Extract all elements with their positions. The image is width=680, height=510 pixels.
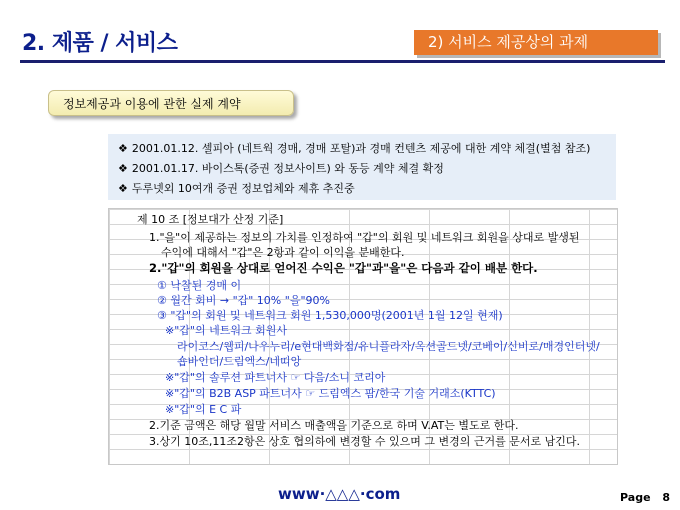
section-tag: 2) 서비스 제공상의 과제 xyxy=(414,30,658,55)
diamond-bullet-icon: ❖ xyxy=(118,142,128,155)
clause-1-line-2: 수익에 대해서 "갑"은 2항과 같이 이익을 분배한다. xyxy=(161,246,405,259)
item-1: ① 낙찰된 경매 이 xyxy=(157,279,242,292)
ec-partners: ※"갑"의 E C 파 xyxy=(165,403,242,416)
clause-1-line-1: 1."을"이 제공하는 정보의 가치를 인정하여 "갑"의 회원 및 네트워크 회원을 상대로 발생된 xyxy=(149,231,580,244)
solution-partners: ※"갑"의 솔루션 파트너사 ☞ 다음/소니 코리아 xyxy=(165,371,386,384)
clause-2: 2."갑"의 회원을 상대로 얻어진 수익은 "갑"과"을"은 다음과 같이 배분 한다. xyxy=(149,261,538,275)
notes-panel xyxy=(108,134,616,200)
note-item xyxy=(118,140,590,156)
page-indicator xyxy=(620,491,670,504)
network-members-line-1: 라이코스/웹피/나우누리/e현대백화점/유니플라자/옥션골드넷/코베이/신비로/매경인터넷/ xyxy=(177,340,600,353)
clause-3: 3.상기 10조,11조2항은 상호 협의하에 변경할 수 있으며 그 변경의 근거를 문서로 남긴다. xyxy=(149,435,580,448)
note-text: 2001.01.17. 바이스톡(증권 정보사이트) 와 동등 계약 체결 확정 xyxy=(131,162,444,175)
page-title: 2. 제품 / 서비스 xyxy=(22,31,178,56)
item-2: ② 월간 회비 → "갑" 10% "을"90% xyxy=(157,294,330,307)
page-number: 8 xyxy=(662,491,671,504)
page-label: Page xyxy=(620,491,651,504)
contract-heading: 제 10 조 [정보대가 산정 기준] xyxy=(137,213,284,226)
item-3: ③ "갑"의 회원 및 네트워크 회원 1,530,000명(2001년 1월 12일 현재) xyxy=(157,309,503,322)
network-members-heading: ※"갑"의 네트워크 회원사 xyxy=(165,324,287,337)
footer-url: www·△△△·com xyxy=(278,485,401,503)
b2b-asp-partners: ※"갑"의 B2B ASP 파트너사 ☞ 드림엑스 팜/한국 기술 거래소(KTTC) xyxy=(165,387,496,400)
title-divider xyxy=(20,60,665,63)
note-item xyxy=(118,160,444,176)
contract-sheet xyxy=(108,208,618,465)
clause-2-basis: 2.기준 금액은 해당 월말 서비스 매출액을 기준으로 하며 V.AT는 별도로 한다. xyxy=(149,419,519,432)
diamond-bullet-icon: ❖ xyxy=(118,182,128,195)
network-members-line-2: 숍바인더/드림엑스/네띠앙 xyxy=(177,355,302,368)
subtitle-box: 정보제공과 이용에 관한 실제 계약 xyxy=(48,90,294,116)
note-text: 두루넷외 10여개 증권 정보업체와 제휴 추진중 xyxy=(131,182,355,195)
note-item xyxy=(118,180,355,196)
diamond-bullet-icon: ❖ xyxy=(118,162,128,175)
note-text: 2001.01.12. 셀피아 (네트웍 경매, 경매 포탈)과 경매 컨텐츠 제공에 대한 계약 체결(별첨 참조) xyxy=(131,142,591,155)
